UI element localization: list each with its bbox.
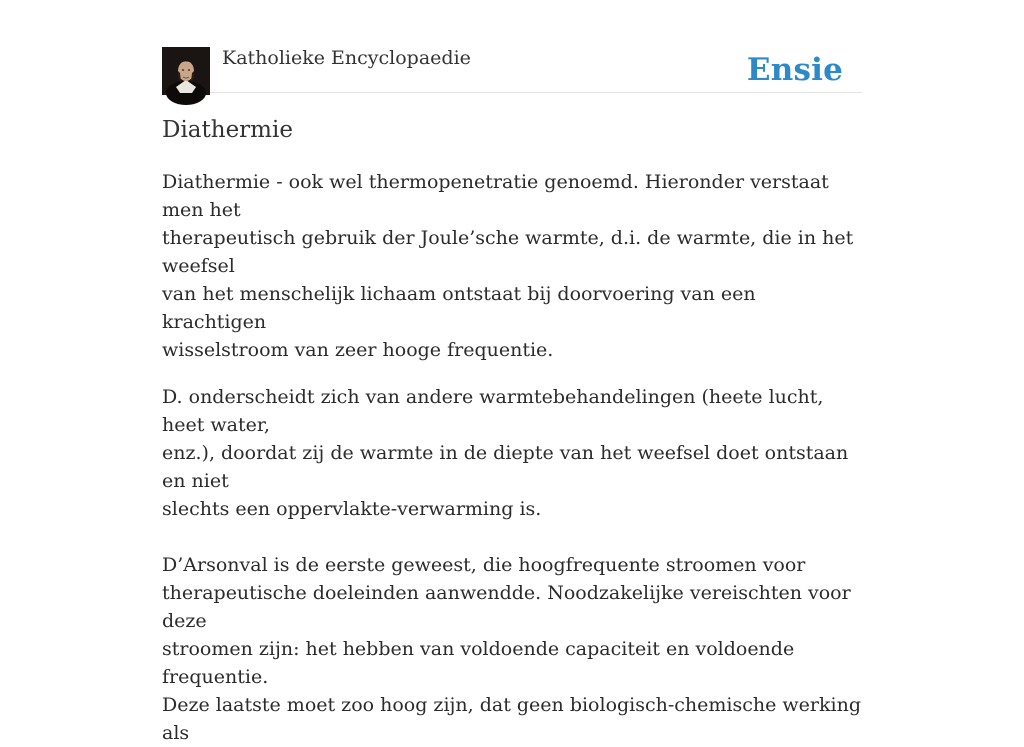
paragraph-2: D. onderscheidt zich van andere warmtebehandelingen (heete lucht, heet water, enz.), doordat zij de warmte in de diepte van het weefsel doet ontstaan en niet slechts een oppervlakte-verwarming is.	[162, 386, 849, 520]
brand-logo[interactable]: Ensie	[746, 52, 843, 88]
site-header	[162, 0, 862, 93]
page-title: Diathermie	[162, 117, 293, 143]
paragraph-1: Diathermie - ook wel thermopenetratie genoemd. Hieronder verstaat men het therapeutisch gebruik der Joule’sche warmte, d.i. de warmte, die in het weefsel van het menschelijk lichaam ontstaat bij doorvoering van een krachtigen wisselstroom van zeer hooge frequentie.	[162, 171, 854, 361]
article-body	[162, 168, 862, 747]
portrait-avatar-icon[interactable]	[162, 47, 210, 95]
encyclopedia-name[interactable]: Katholieke Encyclopaedie	[222, 47, 471, 69]
article-page	[162, 0, 862, 744]
paragraph-3: D’Arsonval is de eerste geweest, die hoogfrequente stroomen voor therapeutische doeleinden aanwendde. Noodzakelijke vereischten voor deze stroomen zijn: het hebben van voldoende capaciteit en voldoende frequentie. Deze laatste moet zoo hoog zijn, dat geen biologisch-chemische werking als	[162, 554, 862, 744]
